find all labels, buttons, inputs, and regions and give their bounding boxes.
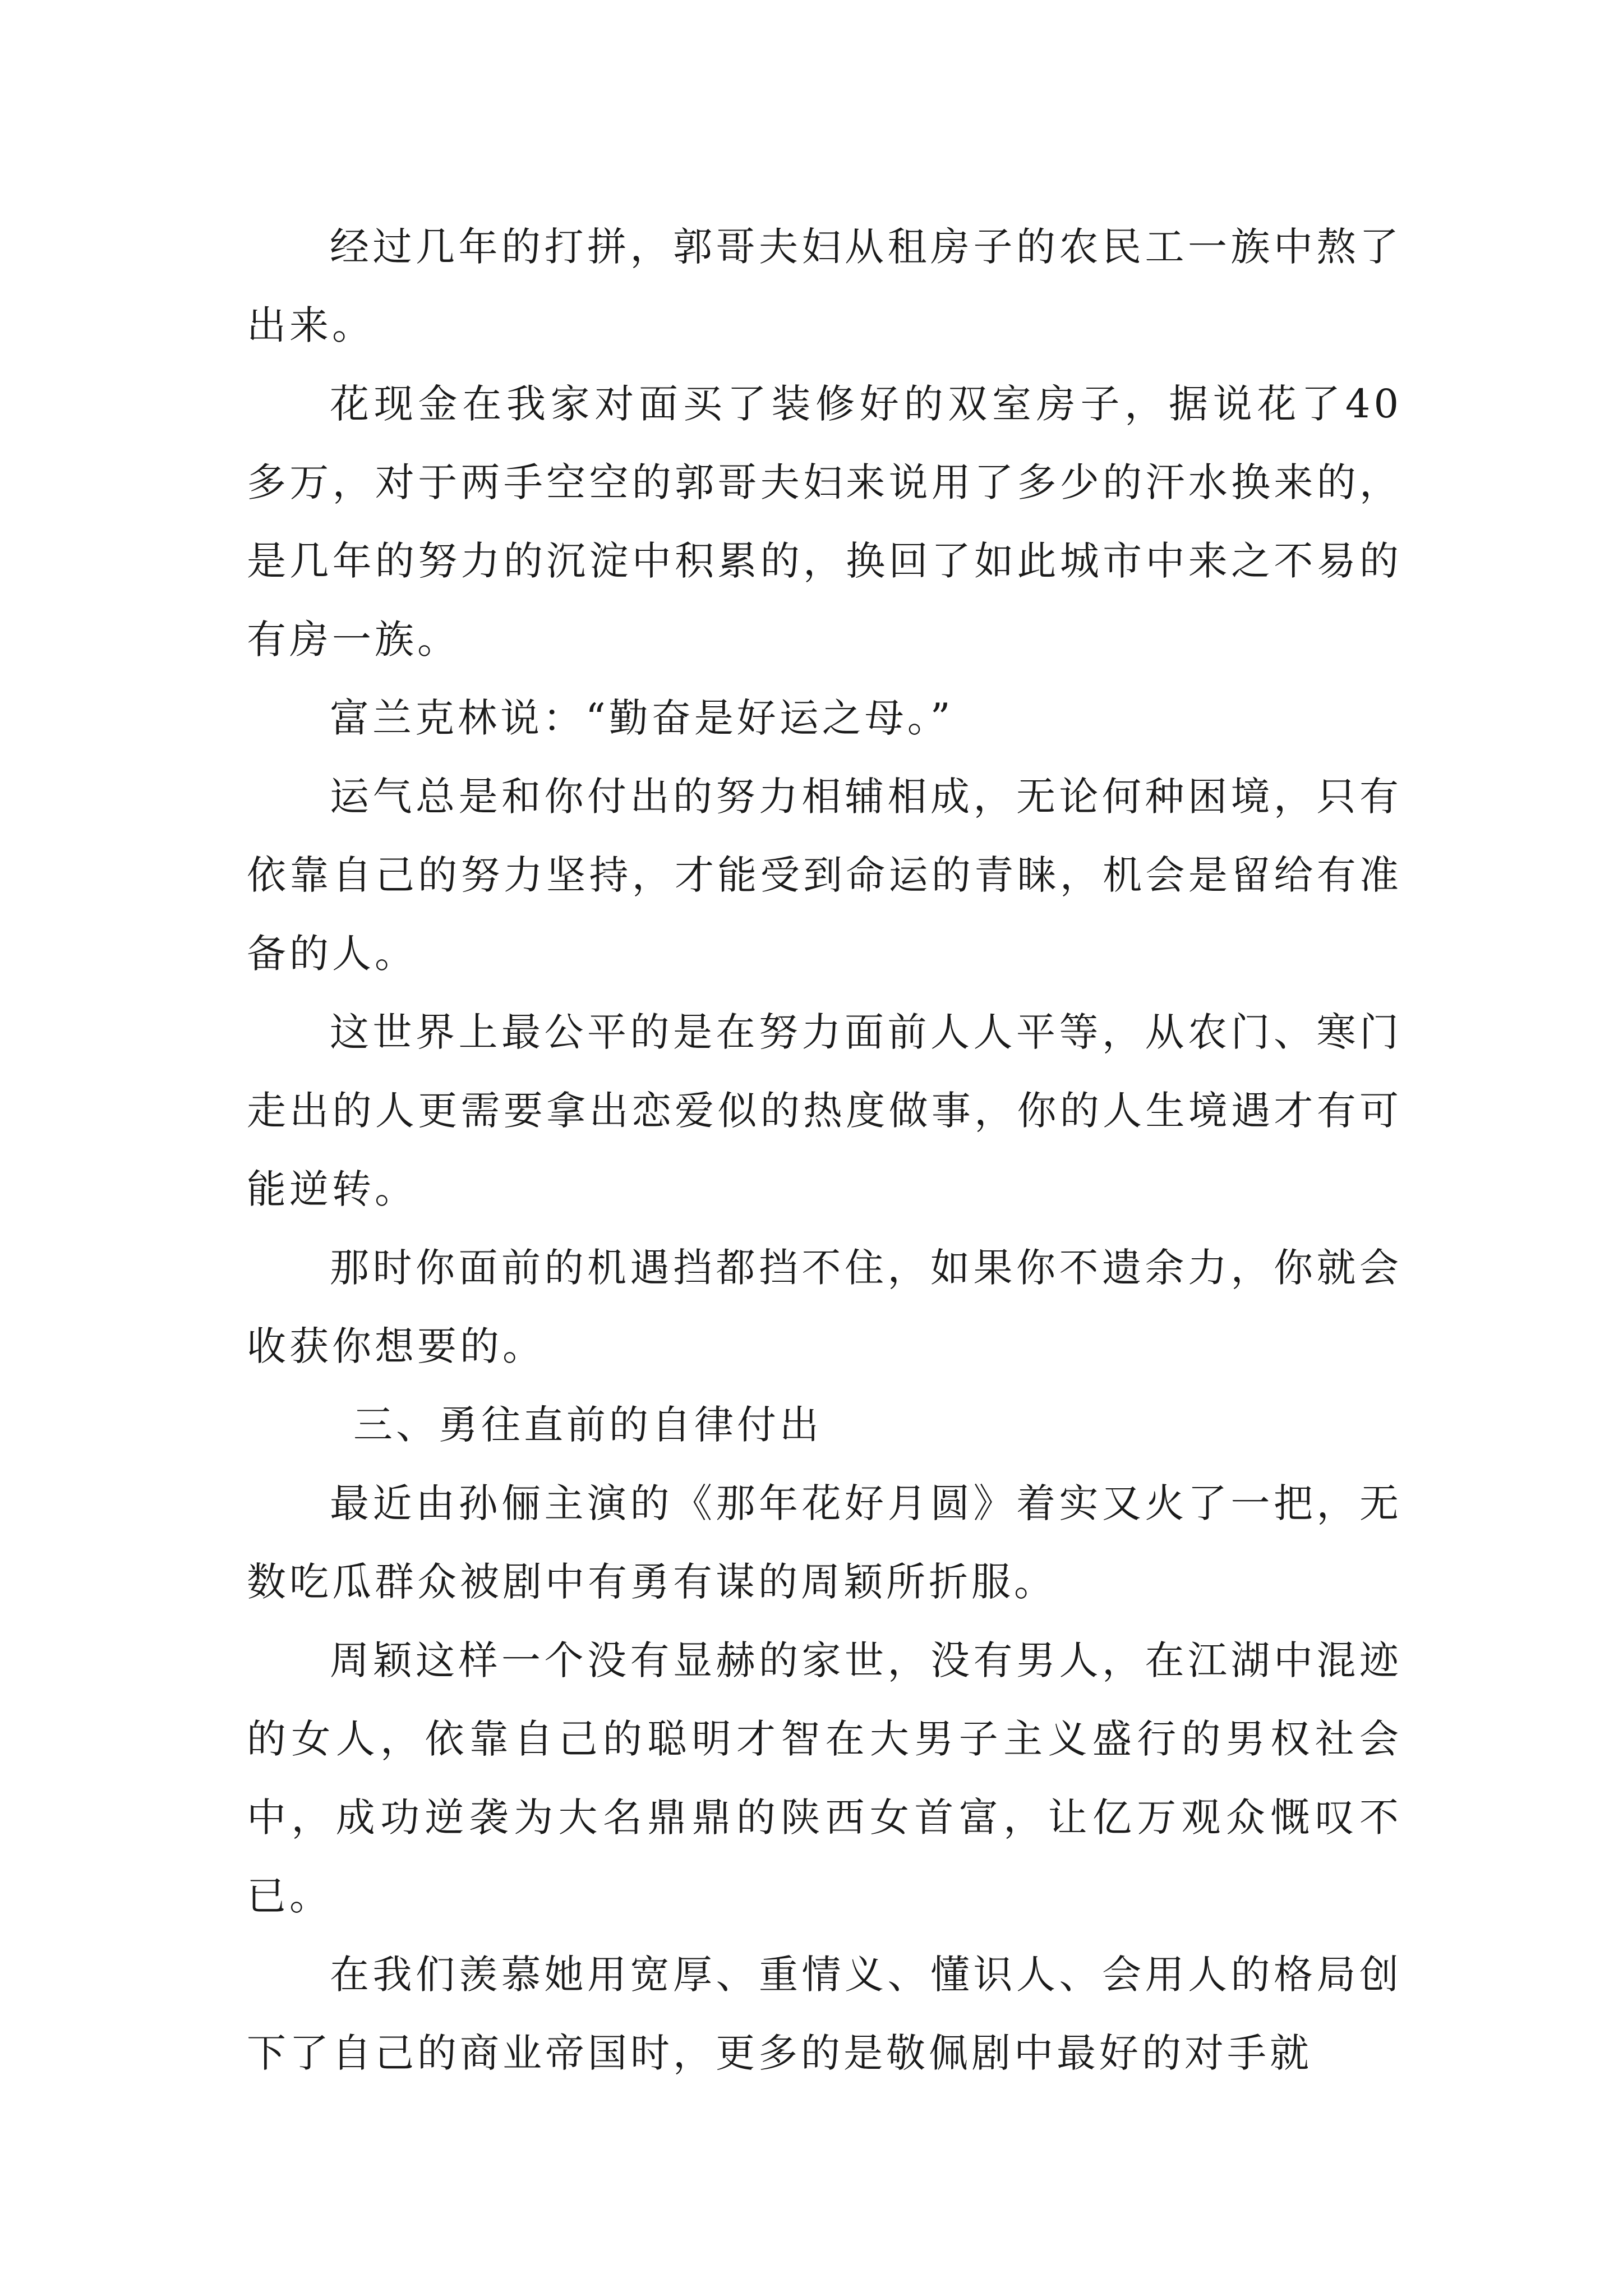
paragraph: 那时你面前的机遇挡都挡不住，如果你不遗余力，你就会收获你想要的。: [247, 1245, 1402, 1369]
document-body: [247, 208, 1402, 2092]
paragraph: 最近由孙俪主演的《那年花好月圆》着实又火了一把，无数吃瓜群众被剧中有勇有谋的周颖所折服。: [247, 1480, 1402, 1605]
paragraph: 花现金在我家对面买了装修好的双室房子，据说花了40多万，对于两手空空的郭哥夫妇来说用了多少的汗水换来的，是几年的努力的沉淀中积累的，换回了如此城市中来之不易的有房一族。: [247, 381, 1402, 662]
paragraph: 经过几年的打拼，郭哥夫妇从租房子的农民工一族中熬了出来。: [247, 224, 1402, 348]
paragraph: 这世界上最公平的是在努力面前人人平等，从农门、寒门走出的人更需要拿出恋爱似的热度做事，你的人生境遇才有可能逆转。: [247, 1009, 1402, 1212]
paragraph: 运气总是和你付出的努力相辅相成，无论何种困境，只有依靠自己的努力坚持，才能受到命运的青睐，机会是留给有准备的人。: [247, 774, 1402, 977]
paragraph: 在我们羡慕她用宽厚、重情义、懂识人、会用人的格局创下了自己的商业帝国时，更多的是敬佩剧中最好的对手就: [247, 1952, 1402, 2076]
section-heading: 三、勇往直前的自律付出: [353, 1402, 822, 1448]
paragraph: 富兰克林说：“勤奋是好运之母。”: [330, 695, 954, 741]
paragraph: 周颖这样一个没有显赫的家世，没有男人，在江湖中混迹的女人，依靠自己的聪明才智在大男子主义盛行的男权社会中，成功逆袭为大名鼎鼎的陕西女首富，让亿万观众慨叹不已。: [247, 1637, 1402, 1919]
